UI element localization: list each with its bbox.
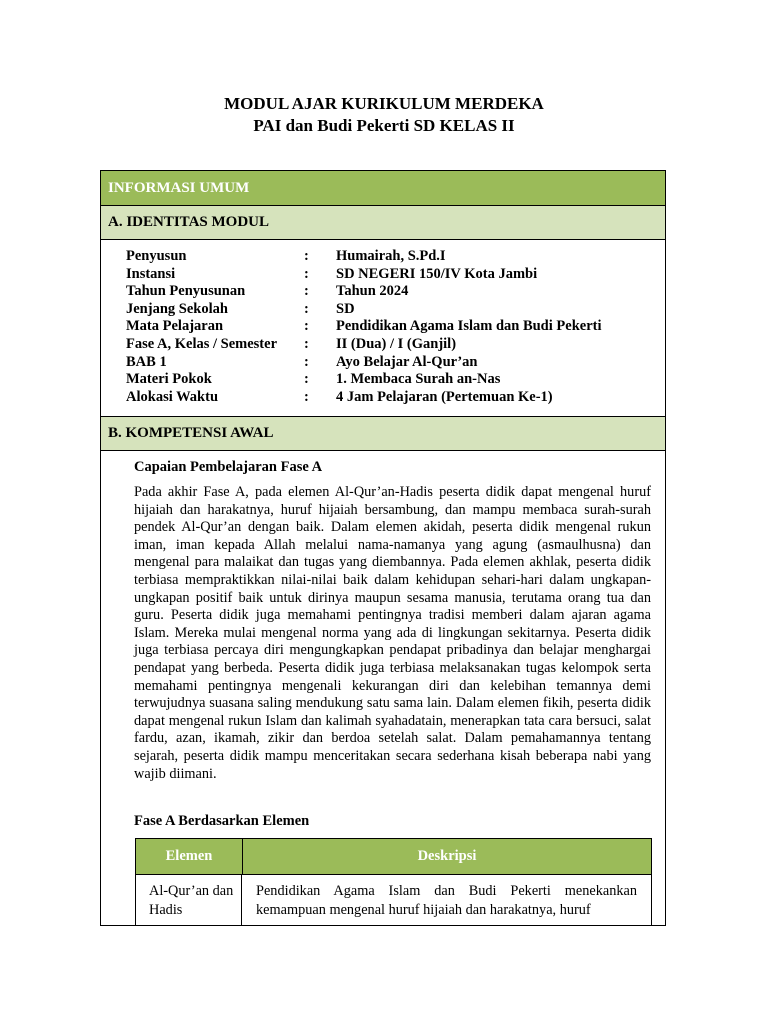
identitas-value: Pendidikan Agama Islam dan Budi Pekerti	[336, 318, 602, 335]
identitas-colon: :	[304, 265, 309, 282]
identitas-row	[126, 266, 601, 284]
deskripsi-cell: Pendidikan Agama Islam dan Budi Pekerti menekankan kemampuan mengenal huruf hijaiah dan harakatnya, huruf	[256, 883, 637, 918]
identitas-key: Jenjang Sekolah	[126, 300, 228, 317]
module-frame	[100, 170, 666, 926]
identitas-key: Penyusun	[126, 248, 187, 264]
identitas-key: Tahun Penyusunan	[126, 283, 246, 300]
identitas-row	[126, 318, 601, 336]
capaian-heading: Capaian Pembelajaran Fase A	[134, 459, 323, 475]
identitas-row	[126, 283, 601, 301]
identitas-value: Humairah, S.Pd.I	[336, 248, 446, 264]
section-identitas-modul: A. IDENTITAS MODUL	[101, 206, 665, 240]
elemen-column-header: Elemen	[136, 839, 243, 874]
identitas-key: Fase A, Kelas / Semester	[126, 335, 278, 352]
document-subtitle: PAI dan Budi Pekerti SD KELAS II	[253, 116, 515, 135]
identitas-row	[126, 354, 601, 372]
elemen-cell: Al-Qur’an dan Hadis	[136, 875, 242, 926]
identitas-row	[126, 301, 601, 319]
identitas-key: Alokasi Waktu	[126, 388, 219, 405]
identitas-colon: :	[304, 353, 309, 370]
deskripsi-column-header: Deskripsi	[417, 848, 477, 864]
identitas-key: Instansi	[126, 265, 176, 282]
identitas-value: 1. Membaca Surah an-Nas	[336, 371, 501, 388]
identitas-colon: :	[304, 283, 309, 300]
identitas-colon: :	[304, 335, 309, 352]
elemen-table	[135, 838, 652, 926]
identitas-value: 4 Jam Pelajaran (Pertemuan Ke-1)	[336, 388, 553, 405]
document-title: MODUL AJAR KURIKULUM MERDEKA	[224, 94, 544, 113]
identitas-table	[126, 248, 601, 406]
identitas-row	[126, 336, 601, 354]
identitas-colon: :	[304, 371, 309, 388]
identitas-value: Ayo Belajar Al-Qur’an	[336, 353, 478, 370]
identitas-key: BAB 1	[126, 353, 167, 370]
section-kompetensi-awal: B. KOMPETENSI AWAL	[101, 416, 665, 451]
identitas-colon: :	[304, 318, 309, 335]
table-row	[136, 875, 651, 926]
identitas-colon: :	[304, 300, 309, 317]
identitas-row	[126, 371, 601, 389]
fase-elemen-heading: Fase A Berdasarkan Elemen	[134, 813, 310, 829]
identitas-colon: :	[304, 388, 309, 405]
identitas-key: Materi Pokok	[126, 371, 212, 388]
identitas-colon: :	[304, 248, 309, 264]
capaian-paragraph: Pada akhir Fase A, pada elemen Al-Qur’an-Hadis peserta didik dapat mengenal huruf hijaiah dan harakatnya, huruf hijaiah bersambung, dan mampu membaca surah-surah pendek Al-Qur’an dengan baik. Dalam elemen akidah, peserta didik mengenal rukun iman, iman kepada Allah melalui nama-namanya yang agung (asmaulhusna) dan mengenal para malaikat dan tugas yang diembannya. Pada elemen akhlak, peserta didik terbiasa mempraktikkan nilai-nilai baik dalam kehidupan sehari-hari dalam ungkapan-ungkapan positif baik untuk dirinya maupun sesama manusia, terutama orang tua dan guru. Peserta didik juga memahami pentingnya tradisi memberi dalam ajaran agama Islam. Mereka mulai mengenal norma yang ada di lingkungan sekitarnya. Peserta didik juga terbiasa percaya diri mengungkapkan pendapat pribadinya dan belajar menghargai pendapat yang berbeda. Peserta didik juga terbiasa melaksanakan tugas kelompok serta memahami pentingnya mengenali kekurangan diri dan kelebihan temannya demi terwujudnya suasana saling mendukung satu sama lain. Dalam elemen fikih, peserta didik dapat mengenal rukun Islam dan kalimah syahadatain, menerapkan tata cara bersuci, salat fardu, azan, ikamah, zikir dan berdoa setelah salat. Dalam pemahamannya tentang sejarah, peserta didik mampu menceritakan secara sederhana kisah beberapa nabi yang wajib diimani.	[134, 484, 651, 782]
identitas-value: II (Dua) / I (Ganjil)	[336, 335, 457, 352]
elemen-table-header	[136, 839, 651, 875]
identitas-row	[126, 389, 601, 407]
identitas-key: Mata Pelajaran	[126, 318, 224, 335]
identitas-row	[126, 248, 601, 266]
identitas-value: SD	[336, 300, 355, 317]
section-informasi-umum: INFORMASI UMUM	[101, 171, 665, 206]
identitas-value: Tahun 2024	[336, 283, 409, 300]
identitas-value: SD NEGERI 150/IV Kota Jambi	[336, 265, 538, 282]
